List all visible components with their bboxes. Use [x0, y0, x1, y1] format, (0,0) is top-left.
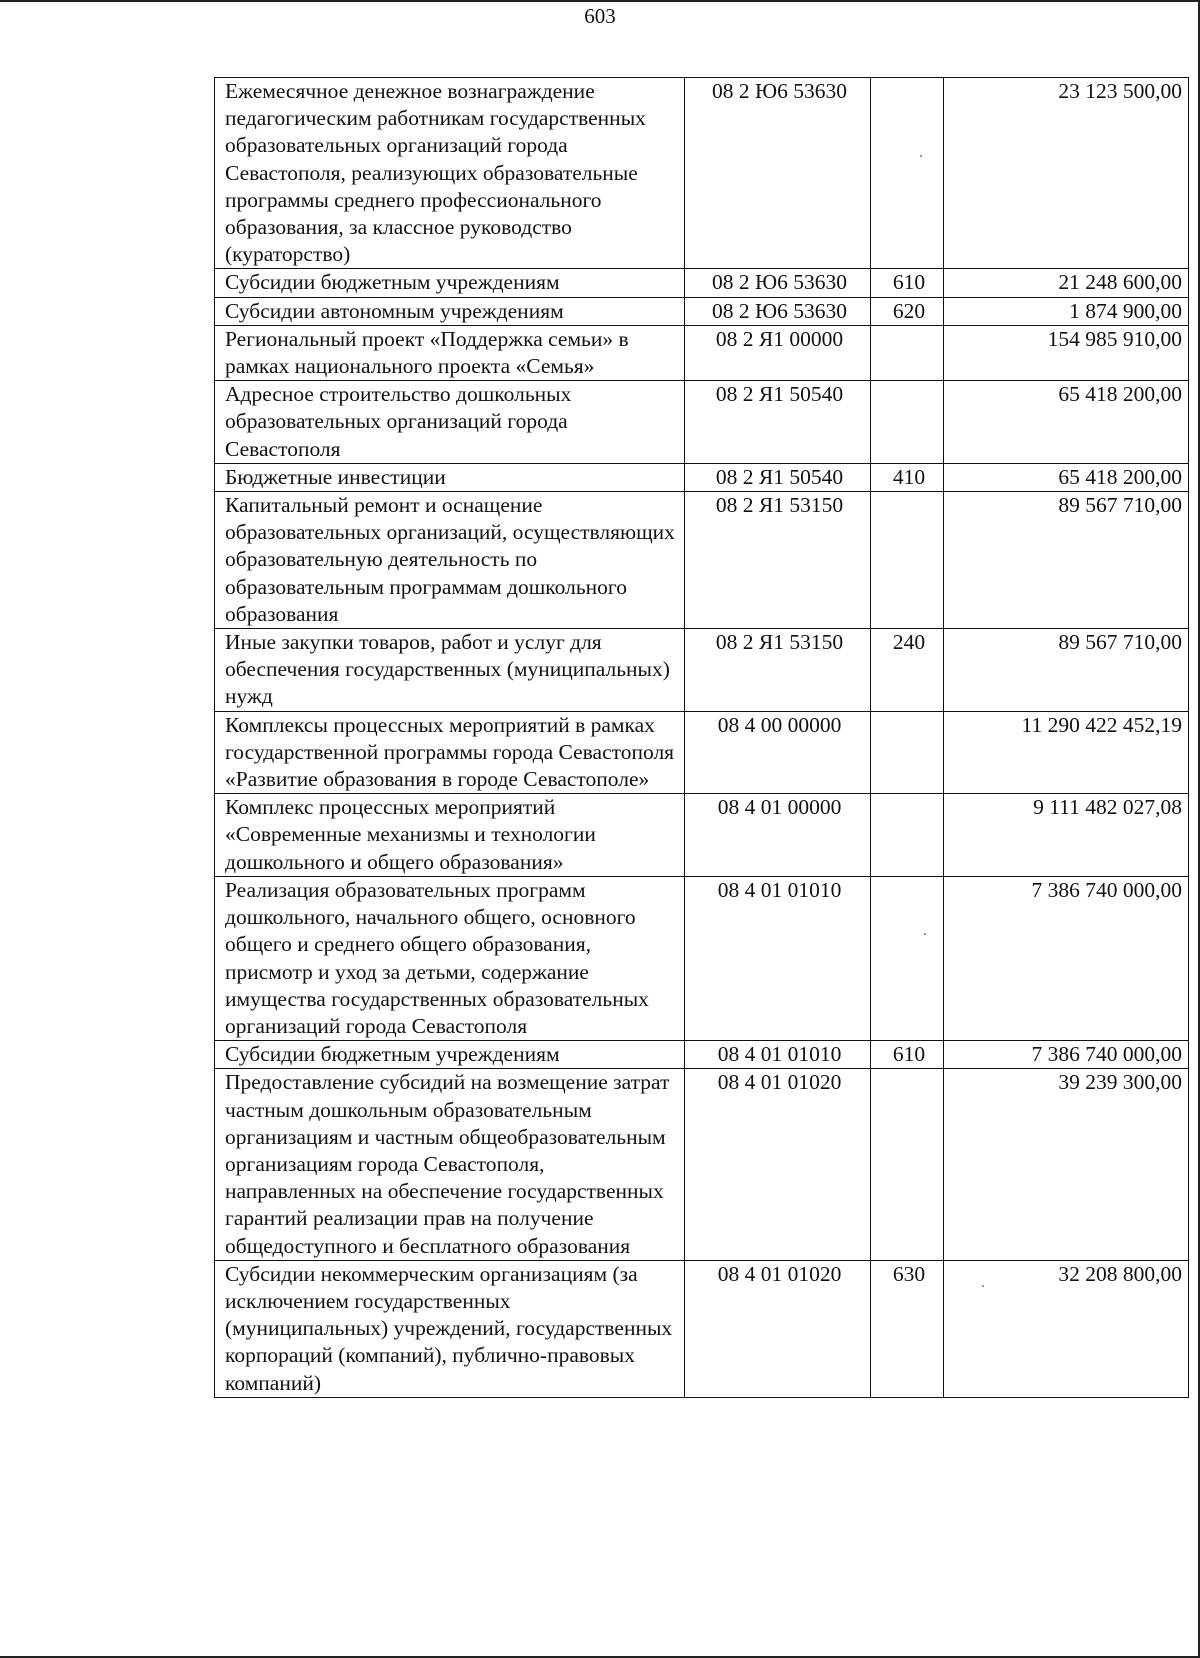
row-name: Бюджетные инвестиции	[215, 463, 685, 491]
row-expense-type	[871, 381, 944, 464]
table-row	[215, 492, 1189, 629]
row-target-code: 08 4 00 00000	[685, 711, 871, 794]
budget-table	[214, 77, 1189, 1398]
row-target-code: 08 2 Я1 50540	[685, 381, 871, 464]
row-target-code: 08 2 Ю6 53630	[685, 78, 871, 269]
row-amount: 11 290 422 452,19	[944, 711, 1189, 794]
row-target-code: 08 2 Я1 50540	[685, 463, 871, 491]
table-row	[215, 629, 1189, 712]
table-row	[215, 711, 1189, 794]
row-target-code: 08 4 01 01010	[685, 876, 871, 1040]
table-row	[215, 1260, 1189, 1397]
row-amount: 21 248 600,00	[944, 269, 1189, 297]
row-expense-type	[871, 325, 944, 380]
row-expense-type	[871, 711, 944, 794]
row-amount: 89 567 710,00	[944, 629, 1189, 712]
row-expense-type: 620	[871, 297, 944, 325]
row-amount: 89 567 710,00	[944, 492, 1189, 629]
row-target-code: 08 2 Ю6 53630	[685, 297, 871, 325]
row-amount: 7 386 740 000,00	[944, 876, 1189, 1040]
row-expense-type	[871, 78, 944, 269]
row-amount: 154 985 910,00	[944, 325, 1189, 380]
table-row	[215, 1041, 1189, 1069]
row-target-code: 08 2 Я1 00000	[685, 325, 871, 380]
row-expense-type: 410	[871, 463, 944, 491]
page-number: 603	[584, 4, 616, 28]
table-row	[215, 463, 1189, 491]
table-row	[215, 1069, 1189, 1260]
row-name: Капитальный ремонт и оснащение образовательных организаций, осуществляющих образовательную деятельность по образовательным программам дошкольного образования	[215, 492, 685, 629]
row-amount: 7 386 740 000,00	[944, 1041, 1189, 1069]
row-amount: 32 208 800,00	[944, 1260, 1189, 1397]
row-name: Субсидии некоммерческим организациям (за исключением государственных (муниципальных) учреждений, государственных корпораций (компаний), публично-правовых компаний)	[215, 1260, 685, 1397]
row-amount: 9 111 482 027,08	[944, 794, 1189, 877]
row-amount: 39 239 300,00	[944, 1069, 1189, 1260]
row-name: Комплекс процессных мероприятий «Современные механизмы и технологии дошкольного и общего образования»	[215, 794, 685, 877]
scan-speck	[920, 155, 922, 157]
row-target-code: 08 4 01 01020	[685, 1260, 871, 1397]
table-row	[215, 876, 1189, 1040]
row-name: Региональный проект «Поддержка семьи» в рамках национального проекта «Семья»	[215, 325, 685, 380]
row-name: Субсидии автономным учреждениям	[215, 297, 685, 325]
row-target-code: 08 2 Я1 53150	[685, 629, 871, 712]
row-name: Ежемесячное денежное вознаграждение педагогическим работникам государственных образовательных организаций города Севастополя, реализующих образовательные программы среднего профессионального образования, за классное руководство (кураторство)	[215, 78, 685, 269]
table-row	[215, 325, 1189, 380]
table-row	[215, 78, 1189, 269]
row-target-code: 08 2 Ю6 53630	[685, 269, 871, 297]
row-amount: 65 418 200,00	[944, 381, 1189, 464]
row-expense-type: 610	[871, 269, 944, 297]
table-row	[215, 381, 1189, 464]
row-name: Адресное строительство дошкольных образовательных организаций города Севастополя	[215, 381, 685, 464]
row-expense-type: 610	[871, 1041, 944, 1069]
budget-table-body	[215, 78, 1189, 1398]
row-target-code: 08 2 Я1 53150	[685, 492, 871, 629]
row-target-code: 08 4 01 01010	[685, 1041, 871, 1069]
row-name: Иные закупки товаров, работ и услуг для обеспечения государственных (муниципальных) нужд	[215, 629, 685, 712]
row-amount: 1 874 900,00	[944, 297, 1189, 325]
row-expense-type: 630	[871, 1260, 944, 1397]
row-amount: 65 418 200,00	[944, 463, 1189, 491]
table-row	[215, 269, 1189, 297]
row-name: Субсидии бюджетным учреждениям	[215, 1041, 685, 1069]
row-name: Реализация образовательных программ дошкольного, начального общего, основного общего и среднего общего образования, присмотр и уход за детьми, содержание имущества государственных образовательных организаций города Севастополя	[215, 876, 685, 1040]
row-target-code: 08 4 01 00000	[685, 794, 871, 877]
table-row	[215, 794, 1189, 877]
row-amount: 23 123 500,00	[944, 78, 1189, 269]
row-expense-type: 240	[871, 629, 944, 712]
row-expense-type	[871, 1069, 944, 1260]
row-name: Субсидии бюджетным учреждениям	[215, 269, 685, 297]
scan-speck	[924, 933, 926, 935]
row-expense-type	[871, 794, 944, 877]
row-expense-type	[871, 492, 944, 629]
row-name: Предоставление субсидий на возмещение затрат частным дошкольным образовательным организациям и частным общеобразовательным организациям города Севастополя, направленных на обеспечение государственных гарантий реализации прав на получение общедоступного и бесплатного образования	[215, 1069, 685, 1260]
row-target-code: 08 4 01 01020	[685, 1069, 871, 1260]
scan-speck	[982, 1285, 984, 1287]
row-expense-type	[871, 876, 944, 1040]
row-name: Комплексы процессных мероприятий в рамках государственной программы города Севастополя «Развитие образования в городе Севастополе»	[215, 711, 685, 794]
table-row	[215, 297, 1189, 325]
